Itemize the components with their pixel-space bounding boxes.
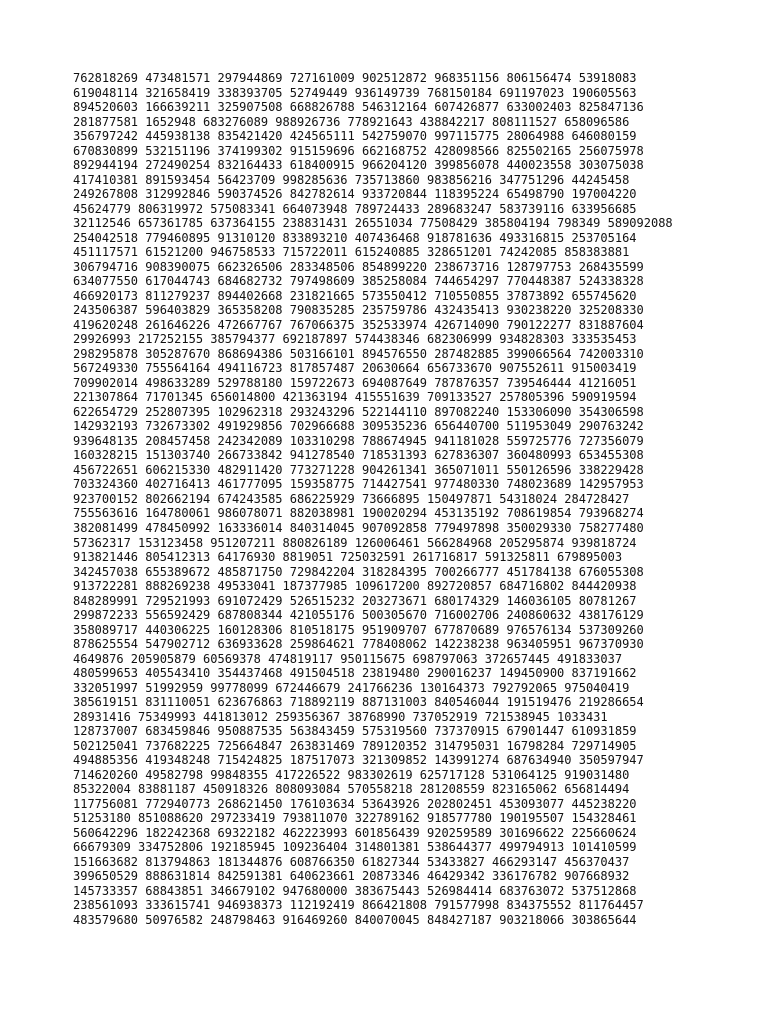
number-line: 923700152 802662194 674243585 686225929 73666895 150497871 54318024 284728427 [73, 491, 630, 506]
number-line: 332051997 51992959 99778099 672446679 241766236 130164373 792792065 975040419 [73, 680, 630, 695]
number-line: 494885356 419348248 715424825 187517073 321309852 143991274 687634940 350597947 [73, 753, 644, 768]
number-line: 85322004 83881187 450918326 808093084 570558218 281208559 823165062 656814494 [73, 782, 630, 797]
number-line: 51253180 851088620 297233419 793811070 322789162 918577780 190195507 154328461 [73, 811, 637, 826]
number-line: 894520603 166639211 325907508 668826788 546312164 607426877 633002403 825847136 [73, 100, 644, 115]
number-line: 892944194 272490254 832164433 618400915 966204120 399856078 440023558 303075038 [73, 158, 644, 173]
number-line: 142932193 732673302 491929856 702966688 309535236 656440700 511953049 290763242 [73, 419, 644, 434]
number-line: 419620248 261646226 472667767 767066375 352533974 426714090 790122277 831887604 [73, 317, 644, 332]
number-line: 619048114 321658419 338393705 52749449 936149739 768150184 691197023 190605563 [73, 85, 637, 100]
number-line: 755563616 164780061 986078071 882038981 190020294 453135192 708619854 793968274 [73, 506, 644, 521]
number-line: 456722651 606215330 482911420 773271228 904261341 365071011 550126596 338229428 [73, 462, 644, 477]
number-line: 145733357 68843851 346679102 947680000 383675443 526984414 683763072 537512868 [73, 883, 637, 898]
number-line: 249267808 312992846 590374526 842782614 933720844 118395224 65498790 197004220 [73, 187, 637, 202]
number-line: 356797242 445938138 835421420 424565111 542759070 997115775 28064988 646080159 [73, 129, 637, 144]
number-line: 714620260 49582798 99848355 417226522 983302619 625717128 531064125 919031480 [73, 767, 630, 782]
number-line: 243506387 596403829 365358208 790835285 235759786 432435413 930238220 325208330 [73, 303, 644, 318]
number-line: 399650529 888631814 842591381 640623661 20873346 46429342 336176782 907668932 [73, 869, 630, 884]
number-line: 466920173 811279237 894402668 231821665 573550412 710550855 37873892 655745620 [73, 288, 637, 303]
number-line: 221307864 71701345 656014800 421363194 415551639 709133527 257805396 590919594 [73, 390, 637, 405]
number-line: 117756081 772940773 268621450 176103634 53643926 202802451 453093077 445238220 [73, 796, 637, 811]
number-line: 502125041 737682225 725664847 263831469 789120352 314795031 16798284 729714905 [73, 738, 637, 753]
number-line: 306794716 908390075 662326506 283348506 854899220 238673716 128797753 268435599 [73, 259, 644, 274]
number-line: 451117571 61521200 946758533 715722011 615240885 328651201 74242085 858383881 [73, 245, 630, 260]
number-line: 480599653 405543410 354437468 491504518 23819480 290016237 149450900 837191662 [73, 666, 637, 681]
number-line: 913821446 805412313 64176930 8819051 725032591 261716817 591325811 679895003 [73, 550, 623, 565]
number-line: 342457038 655389672 485871750 729842204 318284395 700266777 451784138 676055308 [73, 564, 644, 579]
number-line: 45624779 806319972 575083341 664073948 789724433 289683247 583739116 633956685 [73, 201, 637, 216]
number-line: 358089717 440306225 160128306 810518175 951909707 677870689 976576134 537309260 [73, 622, 644, 637]
number-line: 28931416 75349993 441813012 259356367 38768990 737052919 721538945 1033431 [73, 709, 608, 724]
number-line: 848289991 729521993 691072429 526515232 203273671 680174329 146036105 80781267 [73, 593, 637, 608]
number-line: 622654729 252807395 102962318 293243296 522144110 897082240 153306090 354306598 [73, 404, 644, 419]
number-line: 57362317 153123458 951207211 880826189 126006461 566284968 205295874 939818724 [73, 535, 637, 550]
number-line: 29926993 217252155 385794377 692187897 574438346 682306999 934828303 333535453 [73, 332, 637, 347]
number-line: 703324360 402716413 461777095 159358775 714427541 977480330 748023689 142957953 [73, 477, 644, 492]
number-line: 939648135 208457458 242342089 103310298 788674945 941181028 559725776 727356079 [73, 433, 644, 448]
number-line: 878625554 547902712 636933628 259864621 778408062 142238238 963405951 967370930 [73, 637, 644, 652]
number-line: 66679309 334752806 192185945 109236404 314801381 538644377 499794913 101410599 [73, 840, 637, 855]
number-line: 298295878 305287670 868694386 503166101 894576550 287482885 399066564 742003310 [73, 346, 644, 361]
number-line: 417410381 891593454 56423709 998285636 735713860 983856216 347751296 44245458 [73, 172, 630, 187]
number-line: 254042518 779460895 91310120 833893210 407436468 918781636 493316815 253705164 [73, 230, 637, 245]
number-line: 560642296 182242368 69322182 462223993 601856439 920259589 301696622 225660624 [73, 825, 637, 840]
number-line: 913722281 888269238 49533041 187377985 109617200 892720857 684716802 844420938 [73, 579, 637, 594]
number-line: 160328215 151303740 266733842 941278540 718531393 627836307 360480993 653455308 [73, 448, 644, 463]
number-line: 32112546 657361785 637364155 238831431 26551034 77508429 385804194 798349 589092088 [73, 216, 673, 231]
number-text-block [73, 71, 673, 927]
number-line: 238561093 333615741 946938373 112192419 866421808 791577998 834375552 811764457 [73, 898, 644, 913]
number-line: 634077550 617044743 684682732 797498609 385258084 744654297 770448387 524338328 [73, 274, 644, 289]
number-line: 567249330 755564164 494116723 817857487 20630664 656733670 907552611 915003419 [73, 361, 637, 376]
number-line: 483579680 50976582 248798463 916469260 840070045 848427187 903218066 303865644 [73, 912, 637, 927]
number-line: 385619151 831110051 623676863 718892119 887131003 840546044 191519476 219286654 [73, 695, 644, 710]
number-line: 4649876 205905879 60569378 474819117 950115675 698797063 372657445 491833037 [73, 651, 623, 666]
number-line: 299872233 556592429 687808344 421055176 500305670 716002706 240860632 438176129 [73, 608, 644, 623]
number-line: 281877581 1652948 683276089 988926736 778921643 438842217 808111527 658096586 [73, 114, 630, 129]
number-line: 151663682 813794863 181344876 608766350 61827344 53433827 466293147 456370437 [73, 854, 630, 869]
number-line: 709902014 498633289 529788180 159722673 694087649 787876357 739546444 41216051 [73, 375, 637, 390]
number-line: 382081499 478450992 163336014 840314045 907092858 779497898 350029330 758277480 [73, 520, 644, 535]
number-line: 128737007 683459846 950887535 563843459 575319560 737370915 67901447 610931859 [73, 724, 637, 739]
number-line: 762818269 473481571 297944869 727161009 902512872 968351156 806156474 53918083 [73, 71, 637, 85]
number-line: 670830899 532151196 374199302 915159696 662168752 428098566 825502165 256075978 [73, 143, 644, 158]
